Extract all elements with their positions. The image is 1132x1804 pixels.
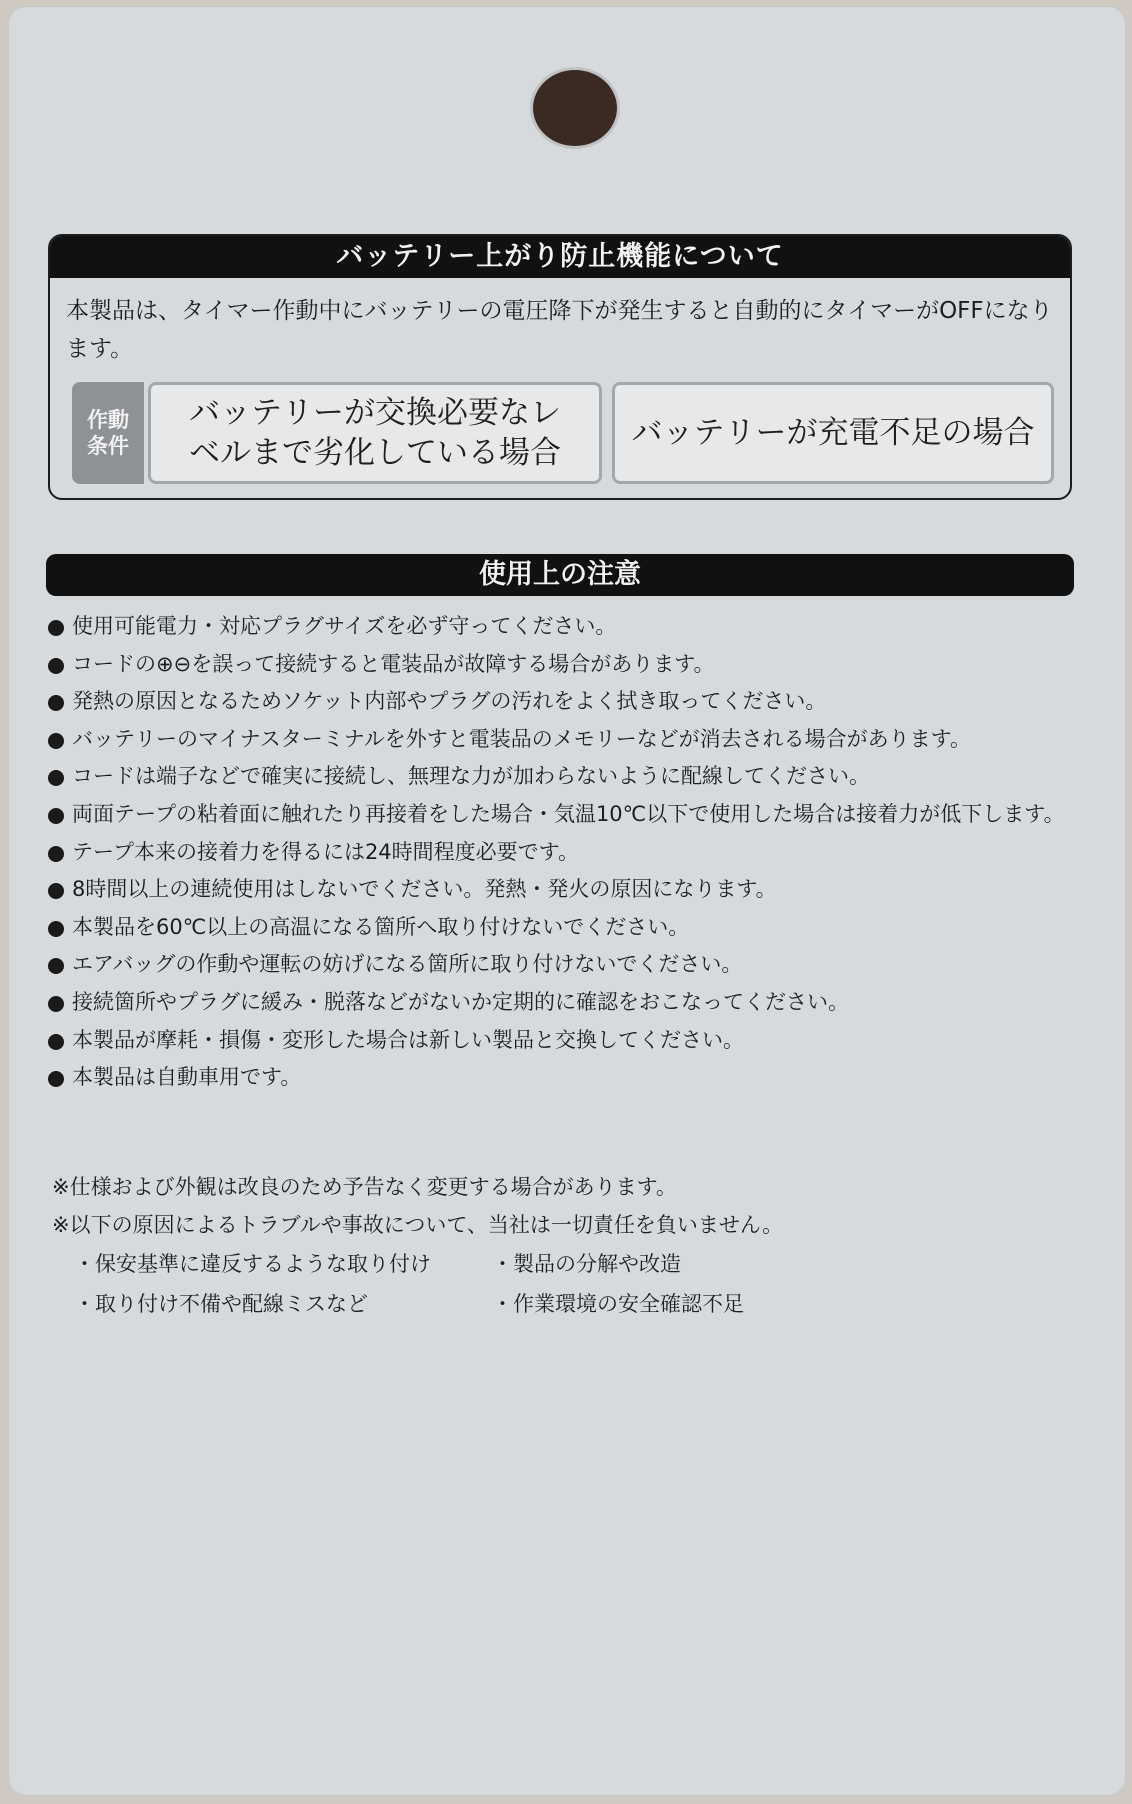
- notes: [52, 1168, 1072, 1244]
- caution-item: 発熱の原因となるためソケット内部やプラグの汚れをよく拭き取ってください。: [46, 683, 1086, 721]
- note-line: ※以下の原因によるトラブルや事故について、当社は一切責任を負いません。: [52, 1213, 784, 1237]
- caution-item: テープ本来の接着力を得るには24時間程度必要です。: [46, 834, 1086, 872]
- cause-item: ・取り付け不備や配線ミスなど: [74, 1292, 368, 1316]
- caution-item: 接続箇所やプラグに緩み・脱落などがないか定期的に確認をおこなってください。: [46, 984, 1086, 1022]
- caution-item: エアバッグの作動や運転の妨げになる箇所に取り付けないでください。: [46, 946, 1086, 984]
- caution-item: コードの⊕⊖を誤って接続すると電装品が故障する場合があります。: [46, 646, 1086, 684]
- condition-label: [72, 382, 144, 484]
- battery-section-intro: 本製品は、タイマー作動中にバッテリーの電圧降下が発生すると自動的にタイマーがOFFになります。: [66, 298, 1053, 362]
- caution-item: バッテリーのマイナスターミナルを外すと電装品のメモリーなどが消去される場合があります。: [46, 721, 1086, 759]
- condition-label-text: 作動条件: [87, 408, 129, 458]
- condition-table: [72, 382, 1052, 484]
- note-line: ※仕様および外観は改良のため予告なく変更する場合があります。: [52, 1175, 677, 1199]
- battery-section-title: バッテリー上がり防止機能について: [50, 236, 1070, 278]
- disclaimer-causes: [74, 1244, 974, 1324]
- condition-text: バッテリーが充電不足の場合: [631, 415, 1035, 451]
- caution-list: [46, 608, 1086, 1097]
- caution-item: コードは端子などで確実に接続し、無理な力が加わらないように配線してください。: [46, 758, 1086, 796]
- cause-item: ・保安基準に違反するような取り付け: [74, 1252, 431, 1276]
- condition-text: バッテリーが交換必要なレベルまで劣化している場合: [189, 395, 561, 471]
- cause-item: ・作業環境の安全確認不足: [492, 1292, 744, 1316]
- battery-protection-section: [48, 234, 1072, 500]
- cause-item: ・製品の分解や改造: [492, 1252, 681, 1276]
- caution-item: 使用可能電力・対応プラグサイズを必ず守ってください。: [46, 608, 1086, 646]
- caution-item: 本製品を60℃以上の高温になる箇所へ取り付けないでください。: [46, 909, 1086, 947]
- caution-item: 本製品は自動車用です。: [46, 1059, 1086, 1097]
- condition-cell: [612, 382, 1054, 484]
- caution-item: 両面テープの粘着面に触れたり再接着をした場合・気温10℃以下で使用した場合は接着力が低下します。: [46, 796, 1086, 834]
- caution-item: 本製品が摩耗・損傷・変形した場合は新しい製品と交換してください。: [46, 1022, 1086, 1060]
- caution-item: 8時間以上の連続使用はしないでください。発熱・発火の原因になります。: [46, 871, 1086, 909]
- caution-section-title: 使用上の注意: [46, 554, 1074, 596]
- condition-cell: [148, 382, 602, 484]
- hang-hole: [533, 70, 617, 146]
